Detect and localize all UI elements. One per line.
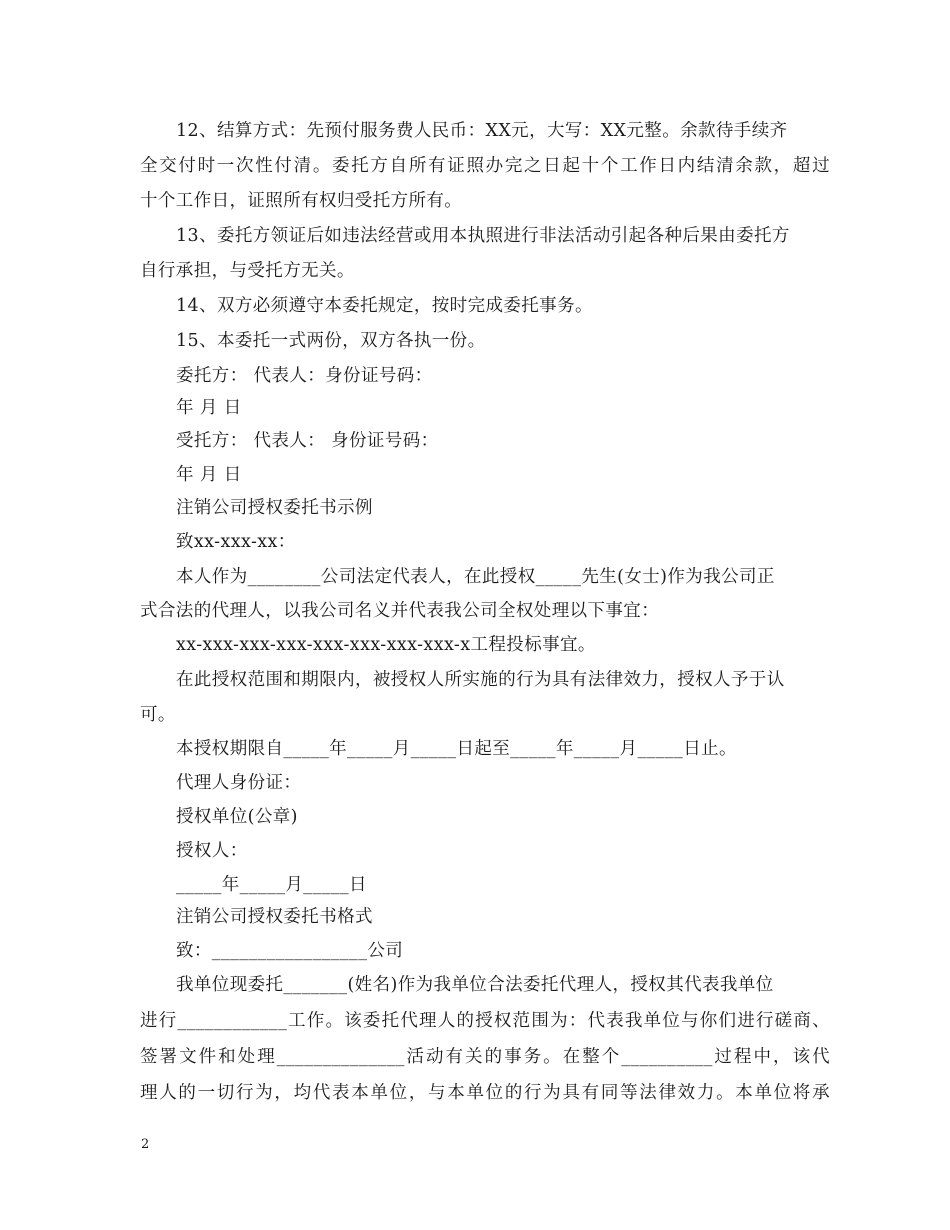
example-authorization-line-2: 式合法的代理人，以我公司名义并代表我公司全权处理以下事宜： — [140, 601, 660, 621]
example-authorizer: 授权人： — [176, 841, 248, 861]
format-recipient: 致：_________________公司 — [176, 941, 404, 961]
format-heading: 注销公司授权委托书格式 — [176, 907, 373, 927]
clause-15: 15、本委托一式两份，双方各执一份。 — [176, 331, 486, 351]
format-body-line-2: 进行____________工作。该委托代理人的授权范围为：代表我单位与你们进行磋商、 — [140, 1011, 830, 1031]
principal-signature-line: 委托方： 代表人：身份证号码： — [176, 366, 433, 386]
example-authorization-line-1: 本人作为________公司法定代表人，在此授权_____先生(女士)作为我公司正 — [176, 567, 775, 587]
example-validity-period: 本授权期限自_____年_____月_____日起至_____年_____月_____日止。 — [176, 739, 737, 759]
format-body-line-3: 签署文件和处理______________活动有关的事务。在整个__________过程中，该代 — [140, 1047, 830, 1067]
clause-14: 14、双方必须遵守本委托规定，按时完成委托事务。 — [176, 296, 593, 316]
format-body-line-1: 我单位现委托_______(姓名)作为我单位合法委托代理人，授权其代表我单位 — [176, 975, 774, 995]
format-body-line-4: 理人的一切行为，均代表本单位，与本单位的行为具有同等法律效力。本单位将承 — [140, 1083, 830, 1103]
example-agent-id: 代理人身份证： — [176, 773, 302, 793]
clause-12-line-3: 十个工作日，证照所有权归受托方所有。 — [140, 191, 463, 211]
example-project-line: xx-xxx-xxx-xxx-xxx-xxx-xxx-xxx-x工程投标事宜。 — [176, 635, 596, 655]
agent-date-line: 年 月 日 — [176, 465, 242, 485]
principal-date-line: 年 月 日 — [176, 398, 242, 418]
clause-12-line-2: 全交付时一次性付清。委托方自所有证照办完之日起十个工作日内结清余款，超过 — [140, 156, 830, 176]
example-scope-line-2: 可。 — [140, 705, 176, 725]
example-date-line: _____年_____月_____日 — [176, 875, 367, 895]
page-number: 2 — [141, 1137, 150, 1152]
example-authorizing-unit: 授权单位(公章) — [176, 807, 298, 827]
example-scope-line-1: 在此授权范围和期限内，被授权人所实施的行为具有法律效力，授权人予于认 — [176, 670, 785, 690]
clause-12-line-1: 12、结算方式：先预付服务费人民币：XX元，大写：XX元整。余款待手续齐 — [176, 121, 788, 141]
agent-signature-line: 受托方： 代表人： 身份证号码： — [176, 431, 439, 451]
clause-13-line-1: 13、委托方领证后如违法经营或用本执照进行非法活动引起各种后果由委托方 — [176, 226, 790, 246]
example-heading: 注销公司授权委托书示例 — [176, 498, 373, 518]
example-recipient: 致xx-xxx-xx： — [176, 532, 296, 552]
clause-13-line-2: 自行承担，与受托方无关。 — [140, 261, 355, 281]
